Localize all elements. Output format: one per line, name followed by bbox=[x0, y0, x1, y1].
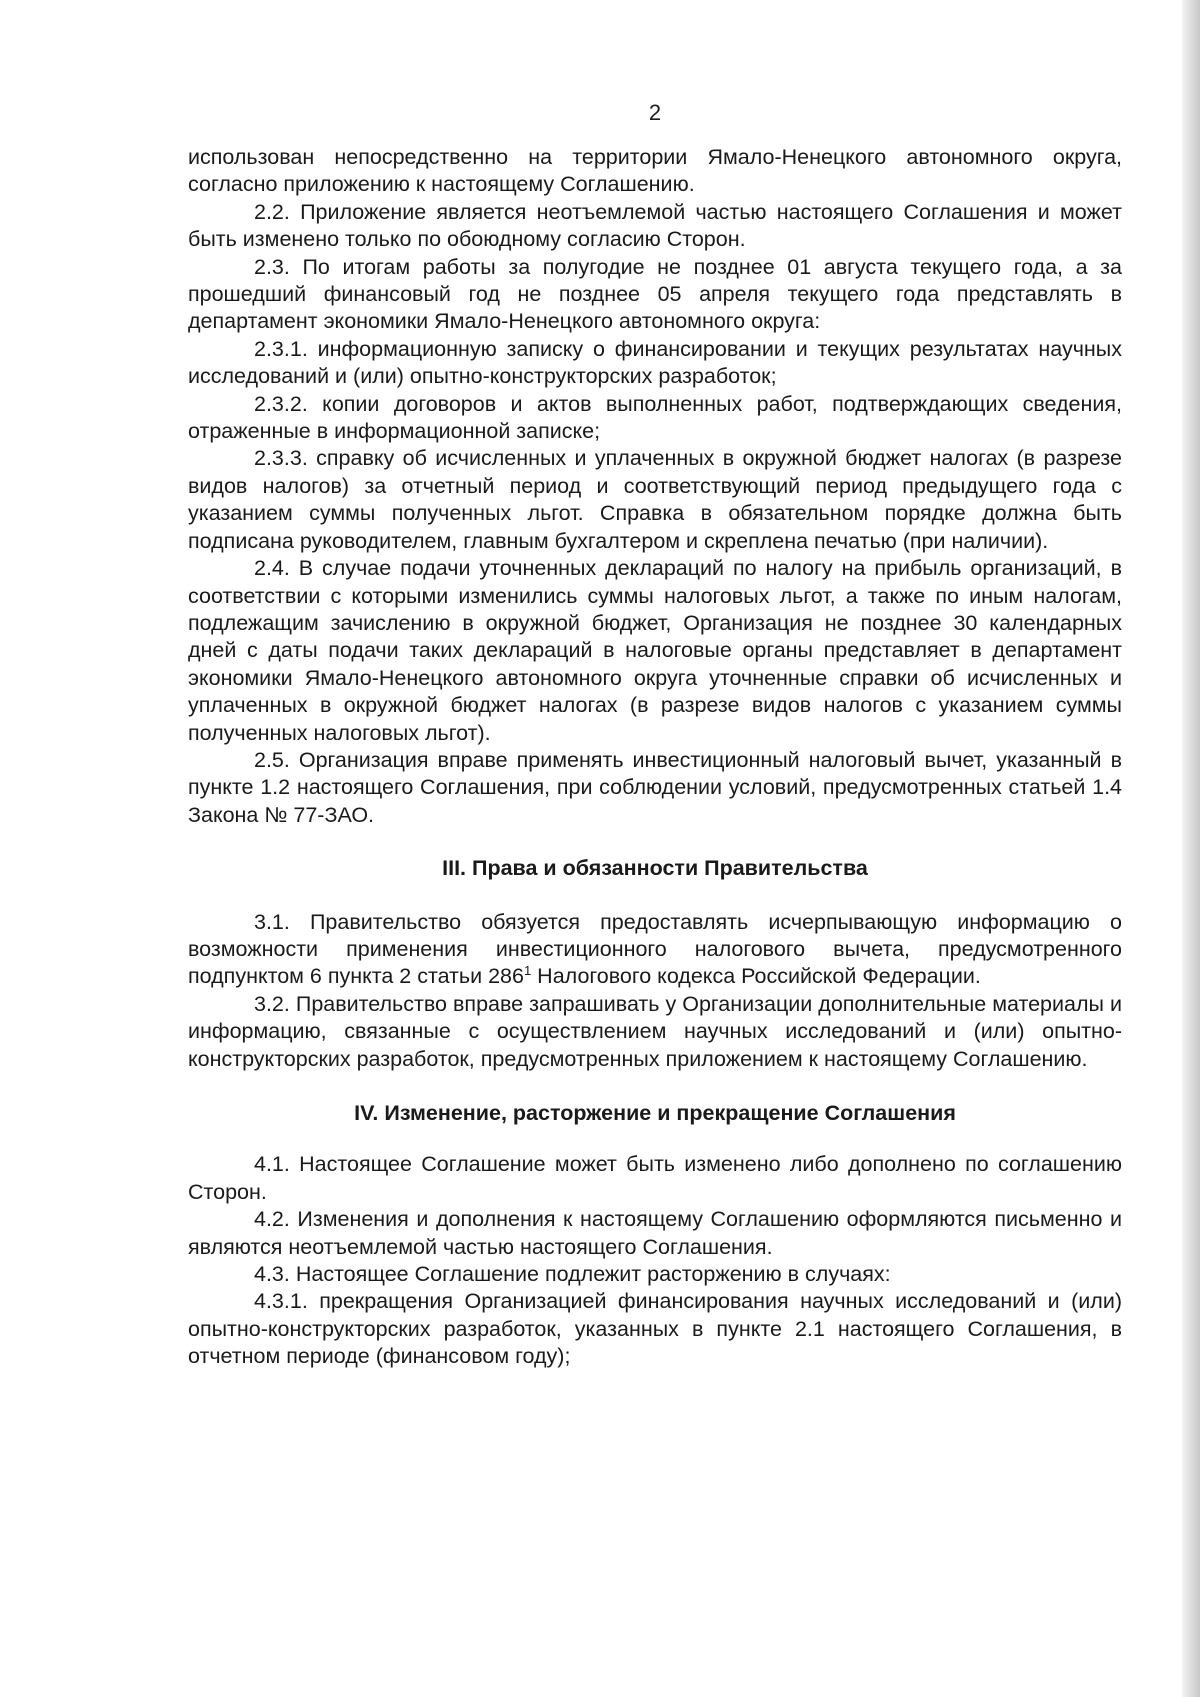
paragraph-3-2: 3.2. Правительство вправе запрашивать у Организации дополнительные материалы и информацию, связанные с осуществлением научных исследований и (или) опытно-конструкторских разработок, предусмотренных приложением к настоящему Соглашению. bbox=[188, 991, 1122, 1071]
paragraph-2-5: 2.5. Организация вправе применять инвестиционный налоговый вычет, указанный в пункте 1.2 настоящего Соглашения, при соблюдении условий, предусмотренных статьей 1.4 Закона № 77-ЗАО. bbox=[188, 747, 1122, 827]
paragraph-2-3-1: 2.3.1. информационную записку о финансировании и текущих результатах научных исследований и (или) опытно-конструкторских разработок; bbox=[188, 336, 1122, 389]
page-number: 2 bbox=[648, 100, 662, 125]
paragraph-2-2: 2.2. Приложение является неотъемлемой частью настоящего Соглашения и может быть изменено только по обоюдному согласию Сторон. bbox=[188, 199, 1122, 252]
section-heading-3: III. Права и обязанности Правительства bbox=[442, 856, 868, 881]
document-body bbox=[188, 144, 1122, 1371]
paragraph-4-3-1: 4.3.1. прекращения Организацией финансирования научных исследований и (или) опытно-конструкторских разработок, указанных в пункте 2.1 настоящего Соглашения, в отчетном периоде (финансовом году); bbox=[188, 1289, 1122, 1369]
intro-paragraph: использован непосредственно на территории Ямало-Ненецкого автономного округа, согласно приложению к настоящему Соглашению. bbox=[188, 145, 1122, 197]
section-heading-4: IV. Изменение, расторжение и прекращение Соглашения bbox=[354, 1101, 956, 1125]
paragraph-3-1-text-end: Налогового кодекса Российской Федерации. bbox=[531, 964, 981, 989]
paragraph-2-4: 2.4. В случае подачи уточненных деклараций по налогу на прибыль организаций, в соответствии с которыми изменились суммы налоговых льгот, а также по иным налогам, подлежащим зачислению в окружной бюджет, Организация не позднее 30 календарных дней с даты подачи таких деклараций в налоговые органы представляет в департамент экономики Ямало-Ненецкого автономного округа уточненные справки об исчисленных и уплаченных в окружной бюджет налогах (в разрезе видов налогов с указанием суммы полученных налоговых льгот). bbox=[188, 556, 1122, 745]
scan-edge-shadow bbox=[1182, 0, 1200, 1697]
paragraph-2-3-3: 2.3.3. справку об исчисленных и уплаченных в окружной бюджет налогах (в разрезе видов налогов) за отчетный период и соответствующий период предыдущего года с указанием суммы полученных льгот. Справка в обязательном порядке должна быть подписана руководителем, главным бухгалтером и скреплена печатью (при наличии). bbox=[188, 446, 1122, 553]
paragraph-2-3-2: 2.3.2. копии договоров и актов выполненных работ, подтверждающих сведения, отраженные в информационной записке; bbox=[188, 391, 1122, 444]
paragraph-3-1 bbox=[188, 909, 1122, 991]
paragraph-2-3: 2.3. По итогам работы за полугодие не позднее 01 августа текущего года, а за прошедший финансовый год не позднее 05 апреля текущего года представлять в департамент экономики Ямало-Ненецкого автономного округа: bbox=[188, 254, 1122, 334]
paragraph-4-1: 4.1. Настоящее Соглашение может быть изменено либо дополнено по соглашению Сторон. bbox=[188, 1152, 1122, 1204]
paragraph-4-2: 4.2. Изменения и дополнения к настоящему Соглашению оформляются письменно и являются неотъемлемой частью настоящего Соглашения. bbox=[188, 1207, 1122, 1259]
superscript-1: 1 bbox=[523, 963, 532, 979]
paragraph-4-3: 4.3. Настоящее Соглашение подлежит расторжению в случаях: bbox=[254, 1262, 891, 1287]
paragraph-3-1-text: 3.1. Правительство обязуется предоставлять исчерпывающую информацию о возможности применения инвестиционного налогового вычета, предусмотренного подпунктом 6 пункта 2 статьи 286 bbox=[188, 909, 1122, 989]
